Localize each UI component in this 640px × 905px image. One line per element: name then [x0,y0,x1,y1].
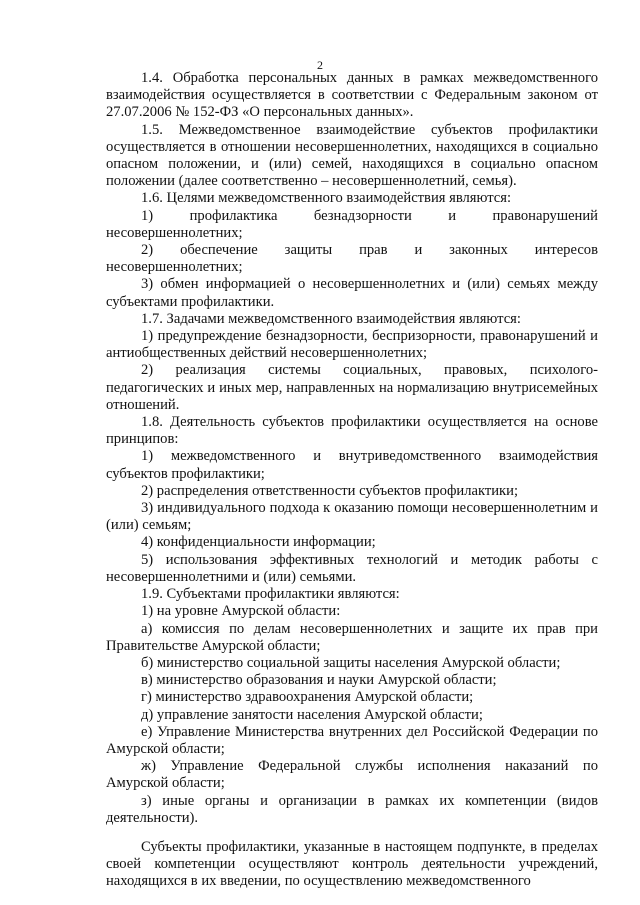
list-item: 3) обмен информацией о несовершеннолетних и (или) семьях между субъектами профилактики. [106,276,598,310]
paragraph-1-4: 1.4. Обработка персональных данных в рамках межведомственного взаимодействия осуществляется в соответствии с Федеральным законом от 27.07.2006 № 152-ФЗ «О персональных данных». [106,70,598,121]
list-item: ж) Управление Федеральной службы исполнения наказаний по Амурской области; [106,758,598,792]
page-number: 2 [317,58,323,72]
list-item: д) управление занятости населения Амурской области; [141,706,483,723]
list-item: 2) реализация системы социальных, правовых, психолого-педагогических и иных мер, направленных на нормализацию внутрисемейных отношений. [106,362,598,413]
list-item: 2) обеспечение защиты прав и законных интересов несовершеннолетних; [106,242,598,276]
list-item: з) иные органы и организации в рамках их компетенции (видов деятельности). [106,792,598,826]
paragraph-1-5: 1.5. Межведомственное взаимодействие субъектов профилактики осуществляется в отношении несовершеннолетних, находящихся в социально опасном положении, и (или) семей, находящихся в социально опасном положении (далее соответственно – несовершеннолетний, семья). [106,121,598,190]
list-item: б) министерство социальной защиты населения Амурской области; [141,654,561,671]
list-item: а) комиссия по делам несовершеннолетних и защите их прав при Правительстве Амурской области; [106,620,598,654]
paragraph-1-7: 1.7. Задачами межведомственного взаимодействия являются: [141,310,521,327]
paragraph-1-9: 1.9. Субъектами профилактики являются: [141,586,400,603]
list-item: 1) предупреждение безнадзорности, беспризорности, правонарушений и антиобщественных действий несовершеннолетних; [106,328,598,362]
list-item: г) министерство здравоохранения Амурской области; [141,689,474,706]
list-item: 1) профилактика безнадзорности и правонарушений несовершеннолетних; [106,207,598,241]
document-body [106,70,598,891]
list-item: 1) межведомственного и внутриведомственного взаимодействия субъектов профилактики; [106,448,598,482]
list-item: 2) распределения ответственности субъектов профилактики; [141,482,519,499]
paragraph-1-8: 1.8. Деятельность субъектов профилактики осуществляется на основе принципов: [106,414,598,448]
list-item: 5) использования эффективных технологий и методик работы с несовершеннолетними и (или) семьями. [106,551,598,585]
list-item: в) министерство образования и науки Амурской области; [141,672,497,689]
paragraph-1-6: 1.6. Целями межведомственного взаимодействия являются: [141,190,512,207]
list-item: 1) на уровне Амурской области: [141,603,341,620]
list-item: е) Управление Министерства внутренних дел Российской Федерации по Амурской области; [106,723,598,757]
list-item: 3) индивидуального подхода к оказанию помощи несовершеннолетним и (или) семьям; [106,500,598,534]
list-item: 4) конфиденциальности информации; [141,534,376,551]
paragraph-subjects-control: Субъекты профилактики, указанные в настоящем подпункте, в пределах своей компетенции осуществляют контроль деятельности учреждений, находящихся в их введении, по осуществлению межведомственного [106,838,598,890]
